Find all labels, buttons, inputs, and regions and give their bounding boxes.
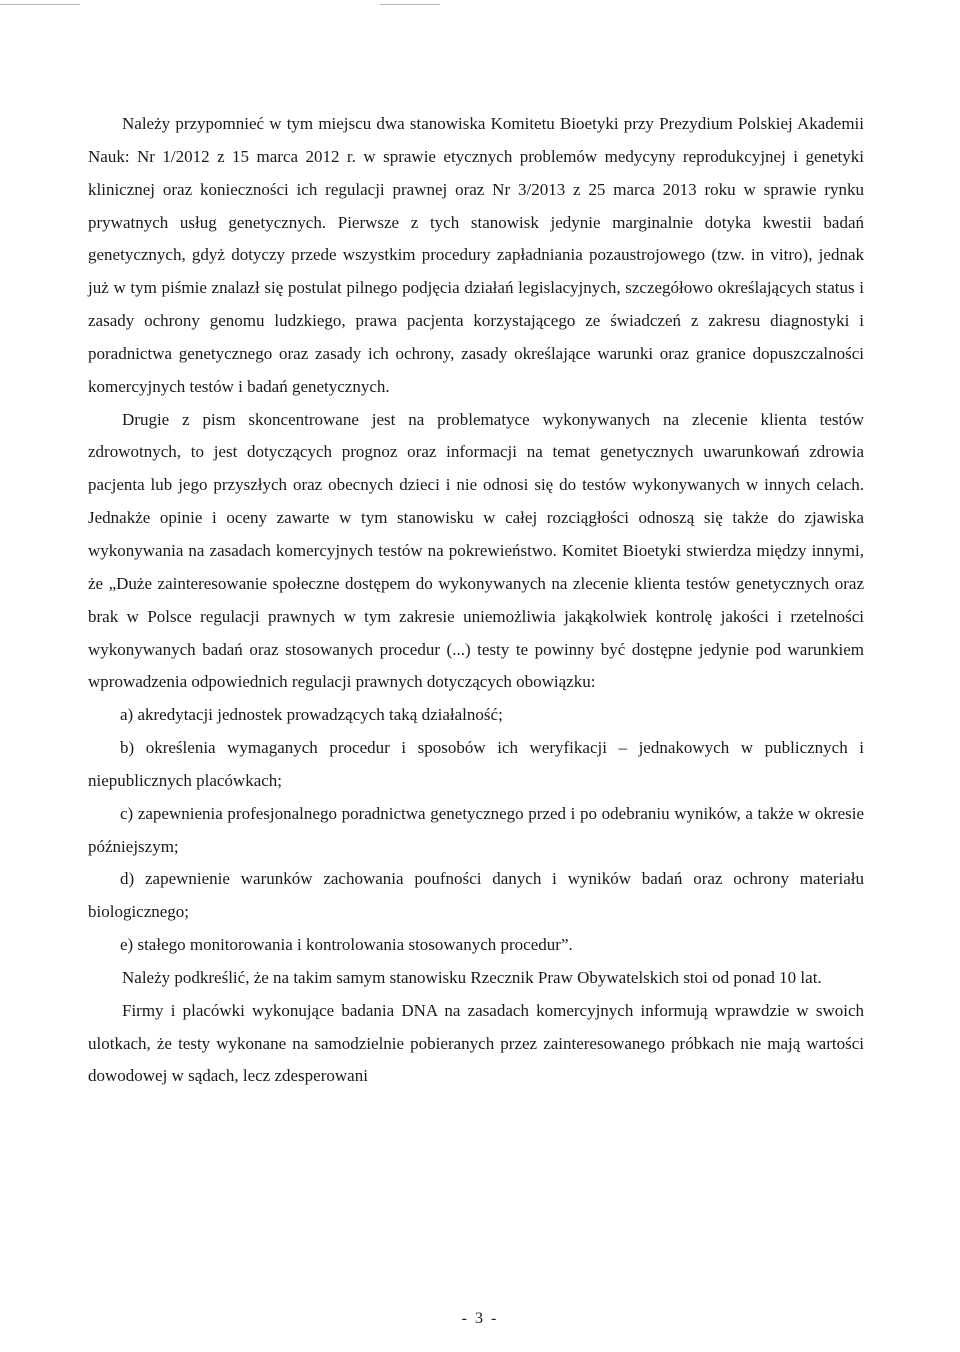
list-item-c: c) zapewnienia profesjonalnego poradnictwa genetycznego przed i po odebraniu wyników, a także w okresie późniejszym;	[88, 803, 864, 856]
paragraph-dna-companies: Firmy i placówki wykonujące badania DNA na zasadach komercyjnych informują wprawdzie w swoich ulotkach, że testy wykonane na samodzielnie pobieranych przez zainteresowanego próbkach nie mają wartości dowodowej w sądach, lecz zdesperowani	[88, 1000, 864, 1086]
document-body	[88, 108, 864, 1093]
paragraph-second-document: Drugie z pism skoncentrowane jest na problematyce wykonywanych na zlecenie klienta testów zdrowotnych, to jest dotyczących prognoz oraz informacji na temat genetycznych uwarunkowań zdrowia pacjenta lub jego przyszłych oraz obecnych dzieci i nie odnosi się do testów wykonywanych w innych celach. Jednakże opinie i oceny zawarte w tym stanowisku w całej rozciągłości odnoszą się także do zjawiska wykonywania na zasadach komercyjnych testów na pokrewieństwo. Komitet Bioetyki stwierdza między innymi, że „Duże zainteresowanie społeczne dostępem do wykonywanych na zlecenie klienta testów genetycznych oraz brak w Polsce regulacji prawnych w tym zakresie uniemożliwia jakąkolwiek kontrolę jakości i rzetelności wykonywanych badań oraz stosowanych procedur (...) testy te powinny być dostępne jedynie pod warunkiem wprowadzenia odpowiednich regulacji prawnych dotyczących obowiązku:	[88, 409, 864, 692]
scan-artifact-line	[0, 4, 80, 5]
paragraph-ombudsman: Należy podkreślić, że na takim samym stanowisku Rzecznik Praw Obywatelskich stoi od ponad 10 lat.	[122, 967, 822, 987]
list-item-e: e) stałego monitorowania i kontrolowania stosowanych procedur”.	[120, 935, 573, 955]
scan-artifact-line	[380, 4, 440, 5]
page-number: - 3 -	[461, 1310, 499, 1327]
paragraph-committee-positions: Należy przypomnieć w tym miejscu dwa stanowiska Komitetu Bioetyki przy Prezydium Polskiej Akademii Nauk: Nr 1/2012 z 15 marca 2012 r. w sprawie etycznych problemów medycyny reprodukcyjnej i genetyki klinicznej oraz konieczności ich regulacji prawnej oraz Nr 3/2013 z 25 marca 2013 roku w sprawie rynku prywatnych usług genetycznych. Pierwsze z tych stanowisk jedynie marginalnie dotyka kwestii badań genetycznych, gdyż dotyczy przede wszystkim procedury zapładniania pozaustrojowego (tzw. in vitro), jednak już w tym piśmie znalazł się postulat pilnego podjęcia działań legislacyjnych, szczegółowo określających status i zasady ochrony genomu ludzkiego, prawa pacjenta korzystającego ze świadczeń z zakresu diagnostyki i poradnictwa genetycznego oraz zasady ich ochrony, zasady określające warunki oraz granice dopuszczalności komercyjnych testów i badań genetycznych.	[88, 114, 864, 396]
list-item-a: a) akredytacji jednostek prowadzących taką działalność;	[120, 705, 503, 725]
list-item-b: b) określenia wymaganych procedur i sposobów ich weryfikacji – jednakowych w publicznych i niepublicznych placówkach;	[88, 738, 864, 790]
list-item-d: d) zapewnienie warunków zachowania poufności danych i wyników badań oraz ochrony materiału biologicznego;	[88, 869, 864, 922]
